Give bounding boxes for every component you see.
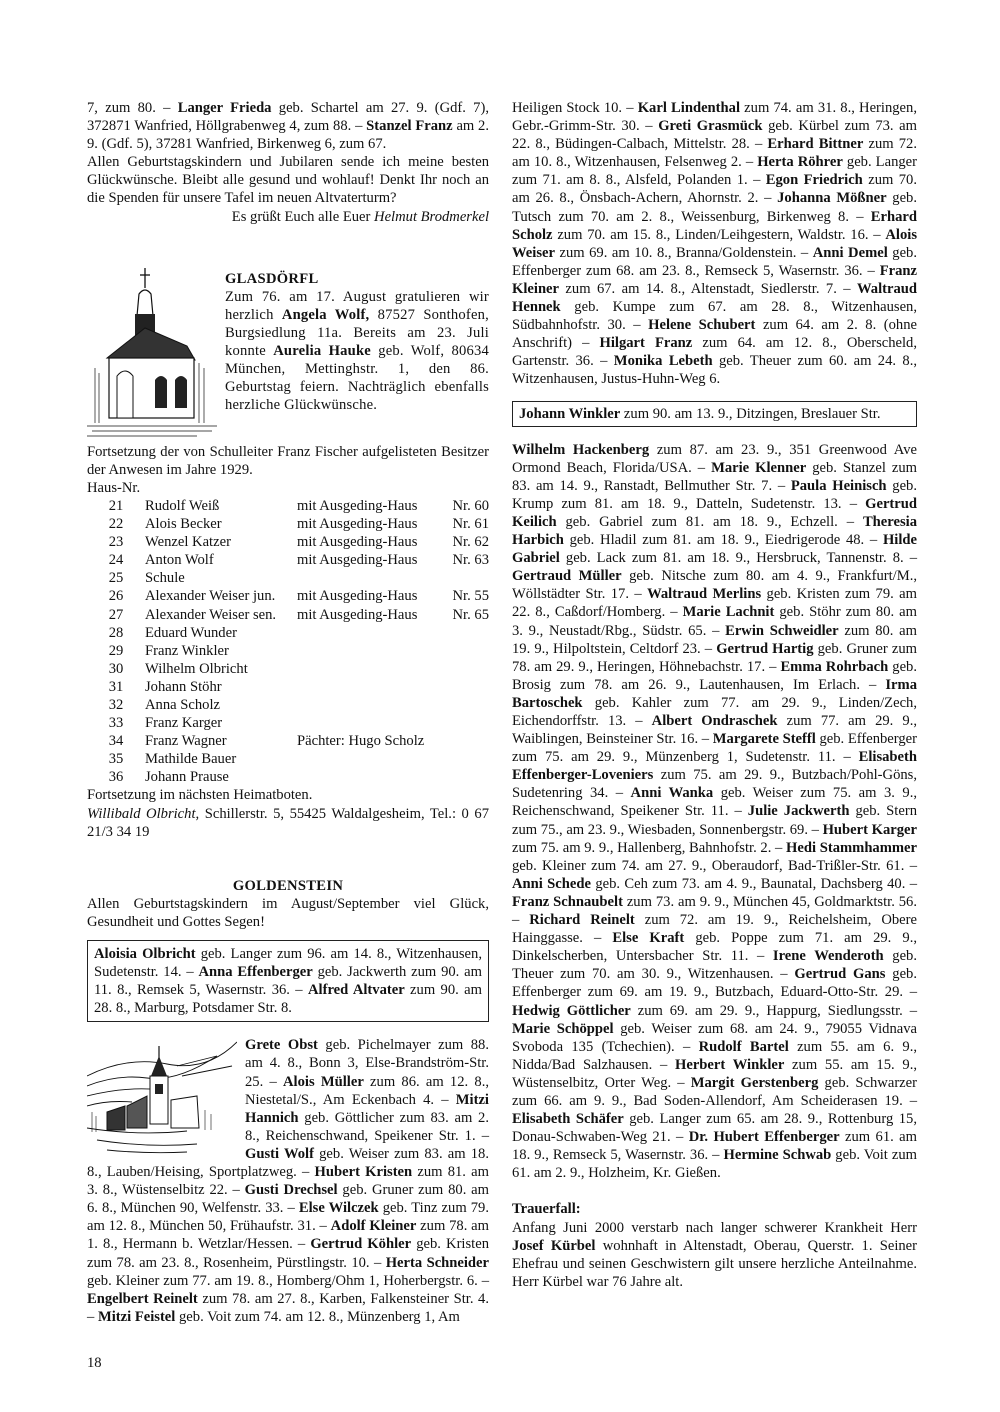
owner-name: Rudolf Weiß — [145, 497, 220, 514]
entry-text: geb. Gabriel zum 81. am 18. 9., Echzell. – — [556, 513, 863, 530]
person-name: Irene Wenderoth — [772, 948, 884, 965]
person-name: Gusti Drechsel — [244, 1182, 338, 1199]
continuation-text: Fortsetzung der von Schulleiter Franz Fischer aufgelisteten Besitzer der Anwesen im Jahre 1929. — [87, 443, 489, 478]
person-name: Albert Ondraschek — [651, 713, 778, 729]
person-name: Gertraud Müller — [512, 568, 622, 585]
entry-text: zum 87. am 23. 9., 351 Greenwood Ave Ormond Beach, Florida/USA. – — [512, 441, 917, 476]
person-name: Hedwig Göttlicher — [512, 1002, 631, 1019]
trauer-title — [512, 1200, 917, 1218]
entry-text: geb. Effenberger zum 75. am 29. 9., Münzenberg 1, Sudetenstr. 11. – — [512, 731, 918, 766]
person-name: Anni Wanka — [630, 785, 714, 802]
trauer-heading: Trauerfall: — [512, 1201, 581, 1218]
sign-prefix: Es grüßt Euch alle Euer — [231, 208, 371, 225]
entry-text: geb. Voit zum 61. am 2. 9., Holzheim, Kr. Gießen. — [512, 1147, 917, 1182]
september-birthday-list — [512, 441, 917, 1183]
house-row — [87, 768, 489, 786]
entry-text: geb. Langer zum 71. am 8. 8., Alsfeld, Polanden 1. – — [512, 154, 918, 189]
entry-text: zum 80. am 19. 9., Hilpoltstein, Celtdorf 23. – — [512, 622, 917, 657]
house-ref — [447, 696, 489, 714]
person-name: Margarete Steffl — [712, 731, 816, 748]
person-name: Gertrud Keilich — [512, 495, 917, 530]
entry-text: geb. Krump zum 81. am 18. 9., Datteln, Sudetenstr. 13. – — [512, 477, 917, 512]
text: zum 90. am 13. 9., Ditzingen, Breslauer Str. — [620, 405, 881, 422]
entry-text: zum 86. am 12. 8., Niestetal/S., Am Eckenbach 4. – — [245, 1073, 489, 1108]
entry-text: zum 90. am 28. 8., Marburg, Potsdamer Str. 8. — [94, 982, 483, 1017]
person-name: Hermine Schwab — [723, 1147, 832, 1164]
person-name: Marie Lachnit — [682, 604, 775, 621]
person-name: Irma Bartoschek — [512, 676, 917, 711]
house-row — [87, 696, 489, 714]
person-name: Egon Friedrich — [765, 172, 863, 189]
house-row — [87, 587, 489, 605]
house-extra — [297, 642, 447, 660]
august-birthday-list — [512, 99, 917, 389]
chapel-icon — [87, 268, 217, 443]
person-name: Paula Heinisch — [790, 477, 887, 494]
owner-name: Wilhelm Olbricht — [145, 660, 248, 677]
person-name: Erhard Bittner — [767, 136, 864, 153]
entry-text: geb. Tutsch zum 70. am 2. 8., Weissenburg, Birkenweg 8. – — [512, 190, 917, 225]
chapel-illustration — [87, 268, 217, 443]
person-name: Theresia Harbich — [512, 513, 917, 549]
entry-text: zum 64. am 2. 8. (ohne Anschrift) – — [512, 317, 917, 352]
house-extra: mit Ausgeding-Haus — [297, 552, 418, 569]
entry-text: zum 78. am 1. 8., Hermann b. Wetzlar/Hessen. – — [87, 1218, 489, 1253]
house-number: 34 — [108, 733, 124, 750]
person-name: Alois Müller — [283, 1073, 364, 1090]
person-name: Franz Schnaubelt — [512, 893, 623, 910]
owner-name: Franz Wagner — [145, 733, 227, 750]
entry-text: zum 78. am 27. 8., Karben, Falkensteiner Str. 4. – — [87, 1290, 489, 1325]
goldenstein-intro: Allen Geburtstagskindern im August/September viel Glück, Gesundheit und Gottes Segen! — [87, 895, 489, 930]
person-name: Mitzi Feistel — [97, 1308, 176, 1325]
entry-text: zum 74. am 31. 8., Heringen, Gebr.-Grimm-Str. 30. – — [512, 100, 917, 135]
entry-text: geb. Theuer zum 60. am 24. 8., Witzenhausen, Justus-Huhn-Weg 6. — [512, 353, 917, 388]
entry-text: geb. Stanzel zum 83. am 14. 9., Ranstadt, Bellmuther Str. 7. – — [512, 459, 918, 494]
author-address: Schillerstr. 5, 55425 Waldalgesheim, Tel.: 0 67 21/3 34 19 — [87, 805, 489, 840]
entry-text: geb. Nitsche zum 80. am 4. 9., Frankfurt/M., Wöllstädter Str. 17. – — [512, 568, 918, 603]
person-name: Monika Lebeth — [613, 353, 713, 370]
entry-text: Heiligen Stock 10. – — [512, 100, 638, 116]
entry-text: zum 81. am 3. 8., Wüstenselbitz 22. – — [87, 1164, 489, 1199]
entry-text: geb. Langer zum 96. am 14. 8., Witzenhausen, Sudetenstr. 14. – — [94, 946, 482, 981]
owner-name: Schule — [145, 570, 185, 587]
entry-text: geb. Kürbel zum 73. am 22. 8., Büdingen-Calbach, Mittelstr. 28. – — [512, 118, 918, 153]
house-number: 23 — [108, 534, 124, 551]
owner-name: Mathilde Bauer — [145, 751, 237, 768]
person-name: Else Kraft — [612, 930, 685, 947]
person-name: Hubert Karger — [822, 821, 918, 838]
entry-text: geb. Kleiner zum 74. am 27. 9., Oberaudorf, Bad-Trißler-Str. 61. – — [512, 857, 917, 874]
entry-text: geb. Langer zum 65. am 28. 9., Rottenburg 15, Donau-Schwaben-Weg 21. – — [512, 1111, 917, 1146]
house-row — [87, 642, 489, 660]
person-name: Waltraud Hennek — [512, 280, 917, 316]
house-extra — [297, 768, 447, 786]
person-name: Adolf Kleiner — [330, 1218, 417, 1235]
entry-text: geb. Weiser zum 75. am 3. 9., Reichenschwand, Speikener Str. 11. – — [512, 785, 917, 820]
person-name: Mitzi Hannich — [245, 1091, 489, 1126]
person-name: Margit Gerstenberg — [690, 1074, 819, 1091]
house-extra — [297, 569, 447, 587]
sign-name: Helmut Brodmerkel — [374, 208, 489, 225]
owner-name: Alexander Weiser jun. — [145, 588, 276, 605]
village-illustration — [87, 1036, 237, 1156]
person-name: Alfred Altvater — [307, 982, 405, 999]
house-extra — [297, 678, 447, 696]
person-name: Anna Effenberger — [198, 964, 313, 981]
name: Stanzel Franz — [366, 118, 453, 135]
person-name: Elisabeth Schäfer — [512, 1111, 624, 1128]
text: Zum 76. am 17. August gratulieren wir herzlich — [225, 288, 489, 323]
house-row — [87, 551, 489, 569]
house-number: 27 — [108, 606, 124, 623]
entry-text: geb. Kristen zum 78. am 23. 8., Rosenheim, Pürstlingstr. 10. – — [87, 1236, 489, 1271]
person-name: Gertrud Gans — [794, 966, 886, 983]
person-name: Hilgart Franz — [599, 335, 693, 352]
entry-text: geb. Effenberger zum 68. am 23. 8., Remseck 5, Wasernstr. 36. – — [512, 244, 917, 279]
village-icon — [87, 1036, 237, 1156]
next-issue-note: Fortsetzung im nächsten Heimatboten. — [87, 787, 313, 804]
person-name: Gusti Wolf — [245, 1145, 314, 1162]
person-name: Anni Demel — [812, 244, 888, 261]
person-name: Hilde Gabriel — [512, 532, 917, 567]
house-extra: mit Ausgeding-Haus — [297, 534, 418, 551]
house-row — [87, 624, 489, 642]
owner-name: Johann Stöhr — [145, 678, 222, 695]
house-number: 30 — [108, 660, 124, 677]
entry-text: geb. Weiser zum 83. am 18. 8., Lauben/Heising, Sportplatzweg. – — [87, 1145, 489, 1181]
person-name: Erhard Scholz — [512, 208, 917, 243]
entry-text: geb. Gruner zum 78. am 29. 9., Heringen, Höhnebachstr. 17. – — [512, 640, 917, 675]
person-name: Elisabeth Effenberger-Loveniers — [512, 749, 917, 784]
entry-text: geb. Effenberger zum 69. am 19. 9., Butzbach, Eduard-Otto-Str. 29. – — [512, 966, 917, 1001]
owner-name: Johann Prause — [145, 769, 229, 786]
author-line — [87, 805, 489, 841]
entry-text: geb. Göttlicher zum 83. am 2. 8., Reichenschwand, Speikener Str. 1. – — [245, 1109, 489, 1144]
text: 87527 Sonthofen, Burgsiedlung 11a. Bereits am 23. Juli konnte — [225, 306, 489, 360]
person-name: Richard Reinelt — [529, 912, 635, 929]
entry-text: geb. Poppe zum 71. am 29. 9., Dinkelscherben, Untersbacher Str. 11. – — [512, 930, 917, 965]
person-name: Wilhelm Hackenberg — [512, 441, 650, 458]
left-column — [87, 99, 489, 1326]
person-name: Marie Klenner — [711, 459, 807, 476]
house-number: 36 — [108, 769, 124, 786]
person-name: Herta Röhrer — [757, 154, 843, 171]
house-extra — [297, 714, 447, 732]
entry-text: geb. Lack zum 81. am 18. 9., Hersbruck, Tannenstr. 8. – — [559, 550, 917, 567]
house-extra — [297, 750, 447, 768]
house-ref — [447, 768, 489, 786]
house-extra: mit Ausgeding-Haus — [297, 606, 418, 623]
entry-text: zum 73. am 9. 9., München 45, Goldmarktstr. 56. – — [512, 893, 917, 929]
author-name: Willibald Olbricht, — [87, 805, 200, 822]
entry-text: zum 55. am 15. 9., Wüstenselbitz, Orter Weg. – — [512, 1056, 917, 1091]
person-name: Greti Grasmück — [658, 118, 763, 135]
signature — [87, 208, 489, 226]
house-number: 22 — [108, 516, 124, 533]
person-name: Rudolf Bartel — [698, 1038, 789, 1055]
house-ref — [447, 660, 489, 678]
goldenstein-section — [87, 877, 489, 1326]
house-ref — [447, 732, 489, 750]
house-row — [87, 533, 489, 551]
person-name: Marie Schöppel — [512, 1020, 614, 1037]
house-number: 31 — [108, 678, 124, 695]
person-name: Grete Obst — [245, 1037, 318, 1054]
entry-text: zum 72. am 19. 9., Reichelsheim, Obere Hainggasse. – — [512, 912, 917, 947]
house-extra: Pächter: Hugo Scholz — [297, 733, 425, 750]
house-table — [87, 497, 489, 787]
person-name: Alois Weiser — [512, 226, 917, 261]
haus-nr-label: Haus-Nr. — [87, 479, 141, 496]
entry-text: geb. Kumpe zum 67. am 28. 8., Witzenhausen, Südbahnhofstr. 30. – — [512, 299, 917, 334]
house-extra: mit Ausgeding-Haus — [297, 516, 418, 533]
house-number: 25 — [108, 570, 124, 587]
house-ref — [447, 569, 489, 587]
person-name: Herta Schneider — [385, 1254, 490, 1271]
text: geb. Wolf, 80634 München, Mettinghstr. 1, den 86. Geburtstag feiern. Nachträglich ebenfalls herzliche Glückwünsche. — [225, 343, 489, 414]
owner-name: Anna Scholz — [145, 696, 220, 713]
entry-text: geb. Brosig zum 78. am 26. 9., Lautenhausen, Im Erlach. – — [512, 658, 917, 693]
glasdoerfl-section — [87, 270, 489, 841]
entry-text: geb. Voit zum 74. am 12. 8., Münzenberg 1, Am — [175, 1308, 460, 1325]
person-name: Aloisia Olbricht — [94, 946, 196, 962]
house-row — [87, 660, 489, 678]
right-column — [512, 99, 917, 1291]
entry-text: geb. Hladil zum 81. am 18. 9., Eiedrigerode 48. – — [563, 532, 883, 549]
name: Aurelia Hauke — [273, 343, 371, 360]
house-number: 35 — [108, 751, 124, 768]
entry-text: geb. Weiser zum 68. am 24. 9., 79055 Vidnava Svoboda 135 (Tchechien). – — [512, 1020, 917, 1055]
entry-text: geb. Kahler zum 77. am 29. 9., Linden/Zech, Eichendorffstr. 13. – — [512, 694, 917, 729]
house-ref: Nr. 55 — [452, 588, 489, 605]
entry-text: zum 69. am 10. 8., Branna/Goldenstein. – — [554, 244, 813, 261]
entry-text: geb. Stöhr zum 80. am 3. 9., Neustadt/Rbg., Südstr. 65. – — [512, 604, 917, 639]
entry-text: zum 72. am 10. 8., Witzenhausen, Felsenweg 2. – — [512, 136, 917, 171]
house-row — [87, 606, 489, 624]
highlight-box — [87, 940, 489, 1022]
person-name: Hedi Stammhammer — [786, 839, 917, 856]
entry-text: zum 69. am 29. 9., Happurg, Siedlungsstr. – — [630, 1002, 917, 1019]
greeting-paragraph: Allen Geburtstagskindern und Jubilaren sende ich meine besten Glückwünsche. Bleibt alle gesund und wohlauf! Denkt Ihr noch an die Spenden für unsere Tafel im neuen Altvaterturm? — [87, 154, 489, 207]
house-extra — [297, 624, 447, 642]
house-ref: Nr. 63 — [452, 552, 489, 569]
page-number: 18 — [87, 1355, 102, 1371]
house-extra — [297, 696, 447, 714]
trauer-text — [512, 1219, 917, 1291]
intro-paragraph — [87, 99, 489, 153]
owner-name: Alois Becker — [145, 516, 222, 533]
person-name: Engelbert Reinelt — [87, 1290, 198, 1307]
person-name: Franz Kleiner — [512, 262, 917, 297]
highlight-box-winkler — [512, 401, 917, 427]
house-ref: Nr. 62 — [452, 534, 489, 551]
entry-text: geb. Schwarzer zum 66. am 9. 9., Bad Soden-Allendorf, Am Scheiderasen 19. – — [512, 1074, 917, 1109]
entry-text: geb. Tinz zum 79. am 12. 8., München 50, Frühaufstr. 31. – — [87, 1200, 489, 1235]
text: wohnhaft in Altenstadt, Oberau, Querstr. 1. Seiner Ehefrau und seinen Geschwistern gilt unsere herzliche Anteilnahme. Herr Kürbel war 76 Jahre alt. — [512, 1237, 918, 1290]
house-number: 21 — [108, 497, 124, 514]
house-ref — [447, 750, 489, 768]
owner-name: Eduard Wunder — [145, 624, 237, 641]
person-name: Emma Rohrbach — [780, 658, 889, 675]
house-row — [87, 750, 489, 768]
name: Langer Frieda — [177, 100, 272, 116]
house-row — [87, 714, 489, 732]
entry-text: zum 75. am 29. 9., Butzbach/Pohl-Göns, Sudetenring 34. – — [512, 767, 917, 802]
house-number: 29 — [108, 642, 124, 659]
house-number: 24 — [108, 552, 124, 569]
person-name: Else Wilczek — [298, 1200, 379, 1217]
entry-text: zum 64. am 12. 8., Oberscheld, Gartenstr. 36. – — [512, 335, 918, 370]
text: 7, zum 80. – — [87, 100, 171, 116]
entry-text: geb. Pichelmayer zum 88. am 4. 8., Bonn 3, Else-Brandström-Str. 25. – — [245, 1037, 489, 1090]
owner-name: Alexander Weiser sen. — [145, 606, 277, 623]
text: am 2. 9. (Gdf. 5), 37281 Wanfried, Birkenweg 6, zum 67. — [87, 118, 489, 153]
name: Josef Kürbel — [512, 1237, 596, 1254]
entry-text: zum 55. am 6. 9., Nidda/Bad Salzhausen. – — [512, 1038, 917, 1073]
entry-text: geb. Jackwerth zum 90. am 11. 8., Remsek 5, Wasernstr. 36. – — [94, 964, 482, 999]
person-name: Herbert Winkler — [675, 1056, 785, 1073]
house-extra — [297, 660, 447, 678]
text: geb. Schartel am 27. 9. (Gdf. 7), 372871 Wanfried, Höllgrabenweg 4, zum 88. – — [87, 100, 489, 135]
person-name: Johanna Mößner — [777, 190, 887, 207]
goldenstein-list — [87, 1036, 489, 1326]
entry-text: geb. Kleiner zum 77. am 19. 8., Homberg/Ohm 1, Hoherbergstr. 6. – — [87, 1272, 489, 1289]
owner-name: Wenzel Katzer — [145, 534, 231, 551]
owner-name: Franz Karger — [145, 715, 223, 732]
entry-text: zum 77. am 29. 9., Waiblingen, Beinsteiner Str. 16. – — [512, 713, 917, 748]
person-name: Erwin Schweidler — [725, 622, 839, 639]
house-ref — [447, 714, 489, 732]
house-extra: mit Ausgeding-Haus — [297, 588, 418, 605]
house-ref — [447, 642, 489, 660]
house-row — [87, 497, 489, 515]
person-name: Dr. Hubert Effenberger — [688, 1129, 840, 1146]
entry-text: geb. Theuer zum 70. am 30. 9., Witzenhausen. – — [512, 948, 917, 983]
house-number: 33 — [108, 715, 124, 732]
person-name: Gertrud Köhler — [310, 1236, 412, 1253]
entry-text: geb. Gruner zum 80. am 6. 8., München 90, Welfenstr. 33. – — [87, 1182, 489, 1217]
entry-text: zum 75. am 9. 9., Hallenberg, Bahnhofstr. 2. – — [512, 839, 787, 856]
house-number: 28 — [108, 624, 124, 641]
house-ref: Nr. 60 — [452, 497, 489, 514]
house-ref — [447, 624, 489, 642]
house-row — [87, 569, 489, 587]
house-row — [87, 678, 489, 696]
person-name: Karl Lindenthal — [637, 100, 740, 116]
owner-name: Anton Wolf — [145, 552, 214, 569]
house-number: 32 — [108, 696, 124, 713]
text: Anfang Juni 2000 verstarb nach langer schwerer Krankheit Herr — [512, 1219, 917, 1236]
house-number: 26 — [108, 588, 124, 605]
owner-name: Franz Winkler — [145, 642, 229, 659]
person-name: Helene Schubert — [648, 317, 756, 334]
house-ref: Nr. 61 — [452, 516, 489, 533]
entry-text: geb. Kristen zum 79. am 22. 8., Caßdorf/Homberg. – — [512, 586, 918, 621]
entry-text: zum 67. am 14. 8., Altenstadt, Siedlerstr. 7. – — [559, 280, 857, 297]
person-name: Waltraud Merlins — [647, 586, 762, 603]
name: Johann Winkler — [519, 405, 621, 422]
person-name: Hubert Kristen — [314, 1164, 413, 1181]
entry-text: zum 61. am 18. 9., Remseck 5, Wasernstr. 36. – — [512, 1129, 917, 1164]
entry-text: geb. Ceh zum 73. am 4. 9., Baunatal, Dachsberg 40. – — [590, 875, 917, 892]
house-ref: Nr. 65 — [452, 606, 489, 623]
person-name: Gertrud Hartig — [716, 640, 814, 657]
house-row — [87, 732, 489, 750]
section-title-glasdoerfl: GLASDÖRFL — [225, 270, 319, 287]
section-title-goldenstein: GOLDENSTEIN — [232, 877, 344, 894]
house-extra: mit Ausgeding-Haus — [297, 497, 418, 514]
person-name: Anni Schede — [512, 875, 591, 892]
name: Angela Wolf, — [281, 306, 370, 323]
person-name: Julie Jackwerth — [747, 803, 850, 820]
entry-text: geb. Stern zum 75., am 23. 9., Wiesbaden, Sonnenbergstr. 69. – — [512, 803, 917, 838]
house-row — [87, 515, 489, 533]
entry-text: zum 70. am 26. 8., Önsbach-Achern, Ahornstr. 2. – — [512, 172, 917, 207]
house-ref — [447, 678, 489, 696]
entry-text: zum 70. am 15. 8., Linden/Leihgestern, Waldstr. 16. – — [552, 226, 886, 243]
